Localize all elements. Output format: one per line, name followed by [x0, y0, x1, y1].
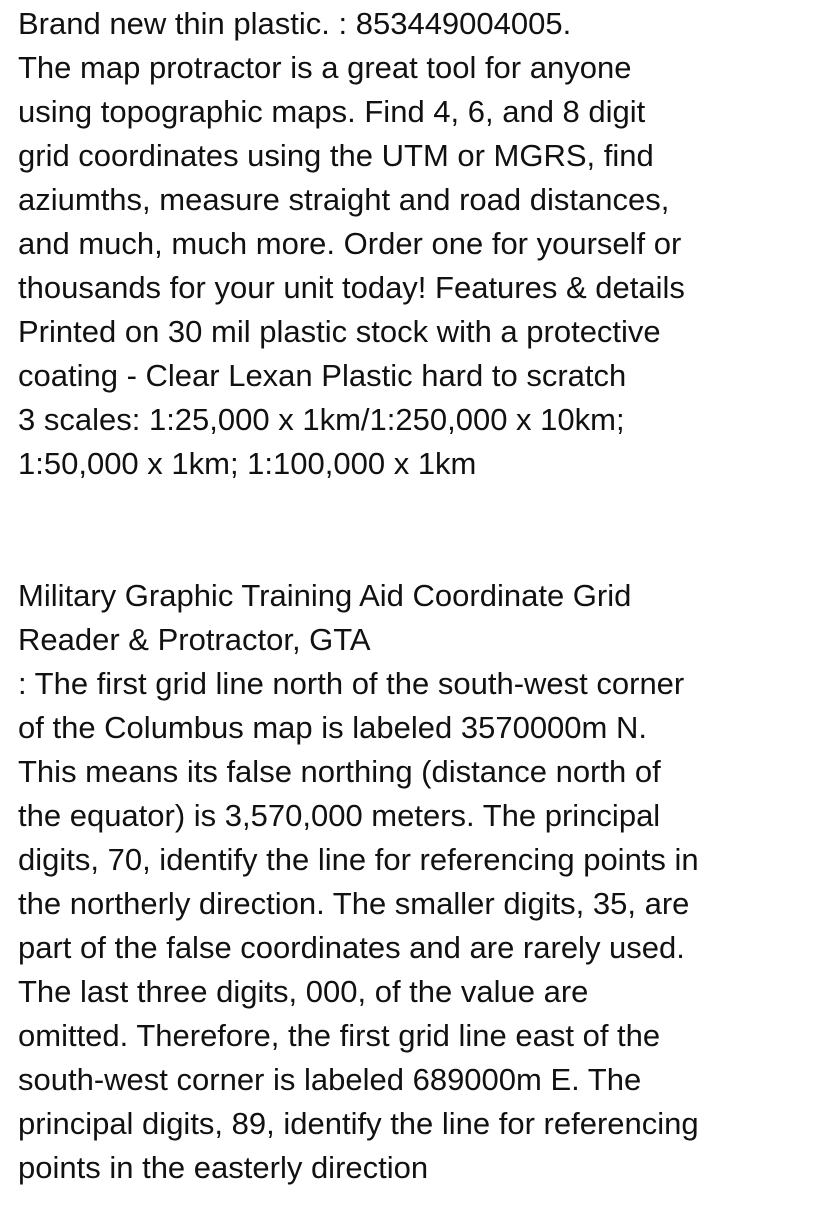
- product-header-line: Brand new thin plastic. : 853449004005.: [18, 6, 572, 41]
- document-page: [18, 2, 818, 1190]
- gta-title: Military Graphic Training Aid Coordinate Grid Reader & Protractor, GTA: [18, 578, 632, 657]
- gta-body: : The first grid line north of the south-west corner of the Columbus map is labeled 3570000m N. This means its false northing (distance north of the equator) is 3,570,000 meters. The principal digits, 70, identify the line for referencing points in the northerly direction. The smaller digits, 35, are part of the false coordinates and are rarely used. The last three digits, 000, of the value are omitted. Therefore, the first grid line east of the south-west corner is labeled 689000m E. The principal digits, 89, identify the line for referencing points in the easterly direction: [18, 666, 699, 1185]
- product-description: The map protractor is a great tool for anyone using topographic maps. Find 4, 6, and 8 digit grid coordinates using the UTM or MGRS, find aziumths, measure straight and road distances, and much, much more. Order one for yourself or thousands for your unit today! Features & details Printed on 30 mil plastic stock with a protective coating - Clear Lexan Plastic hard to scratch 3 scales: 1:25,000 x 1km/1:250,000 x 10km; 1:50,000 x 1km; 1:100,000 x 1km: [18, 50, 685, 481]
- section-spacer: [18, 486, 818, 574]
